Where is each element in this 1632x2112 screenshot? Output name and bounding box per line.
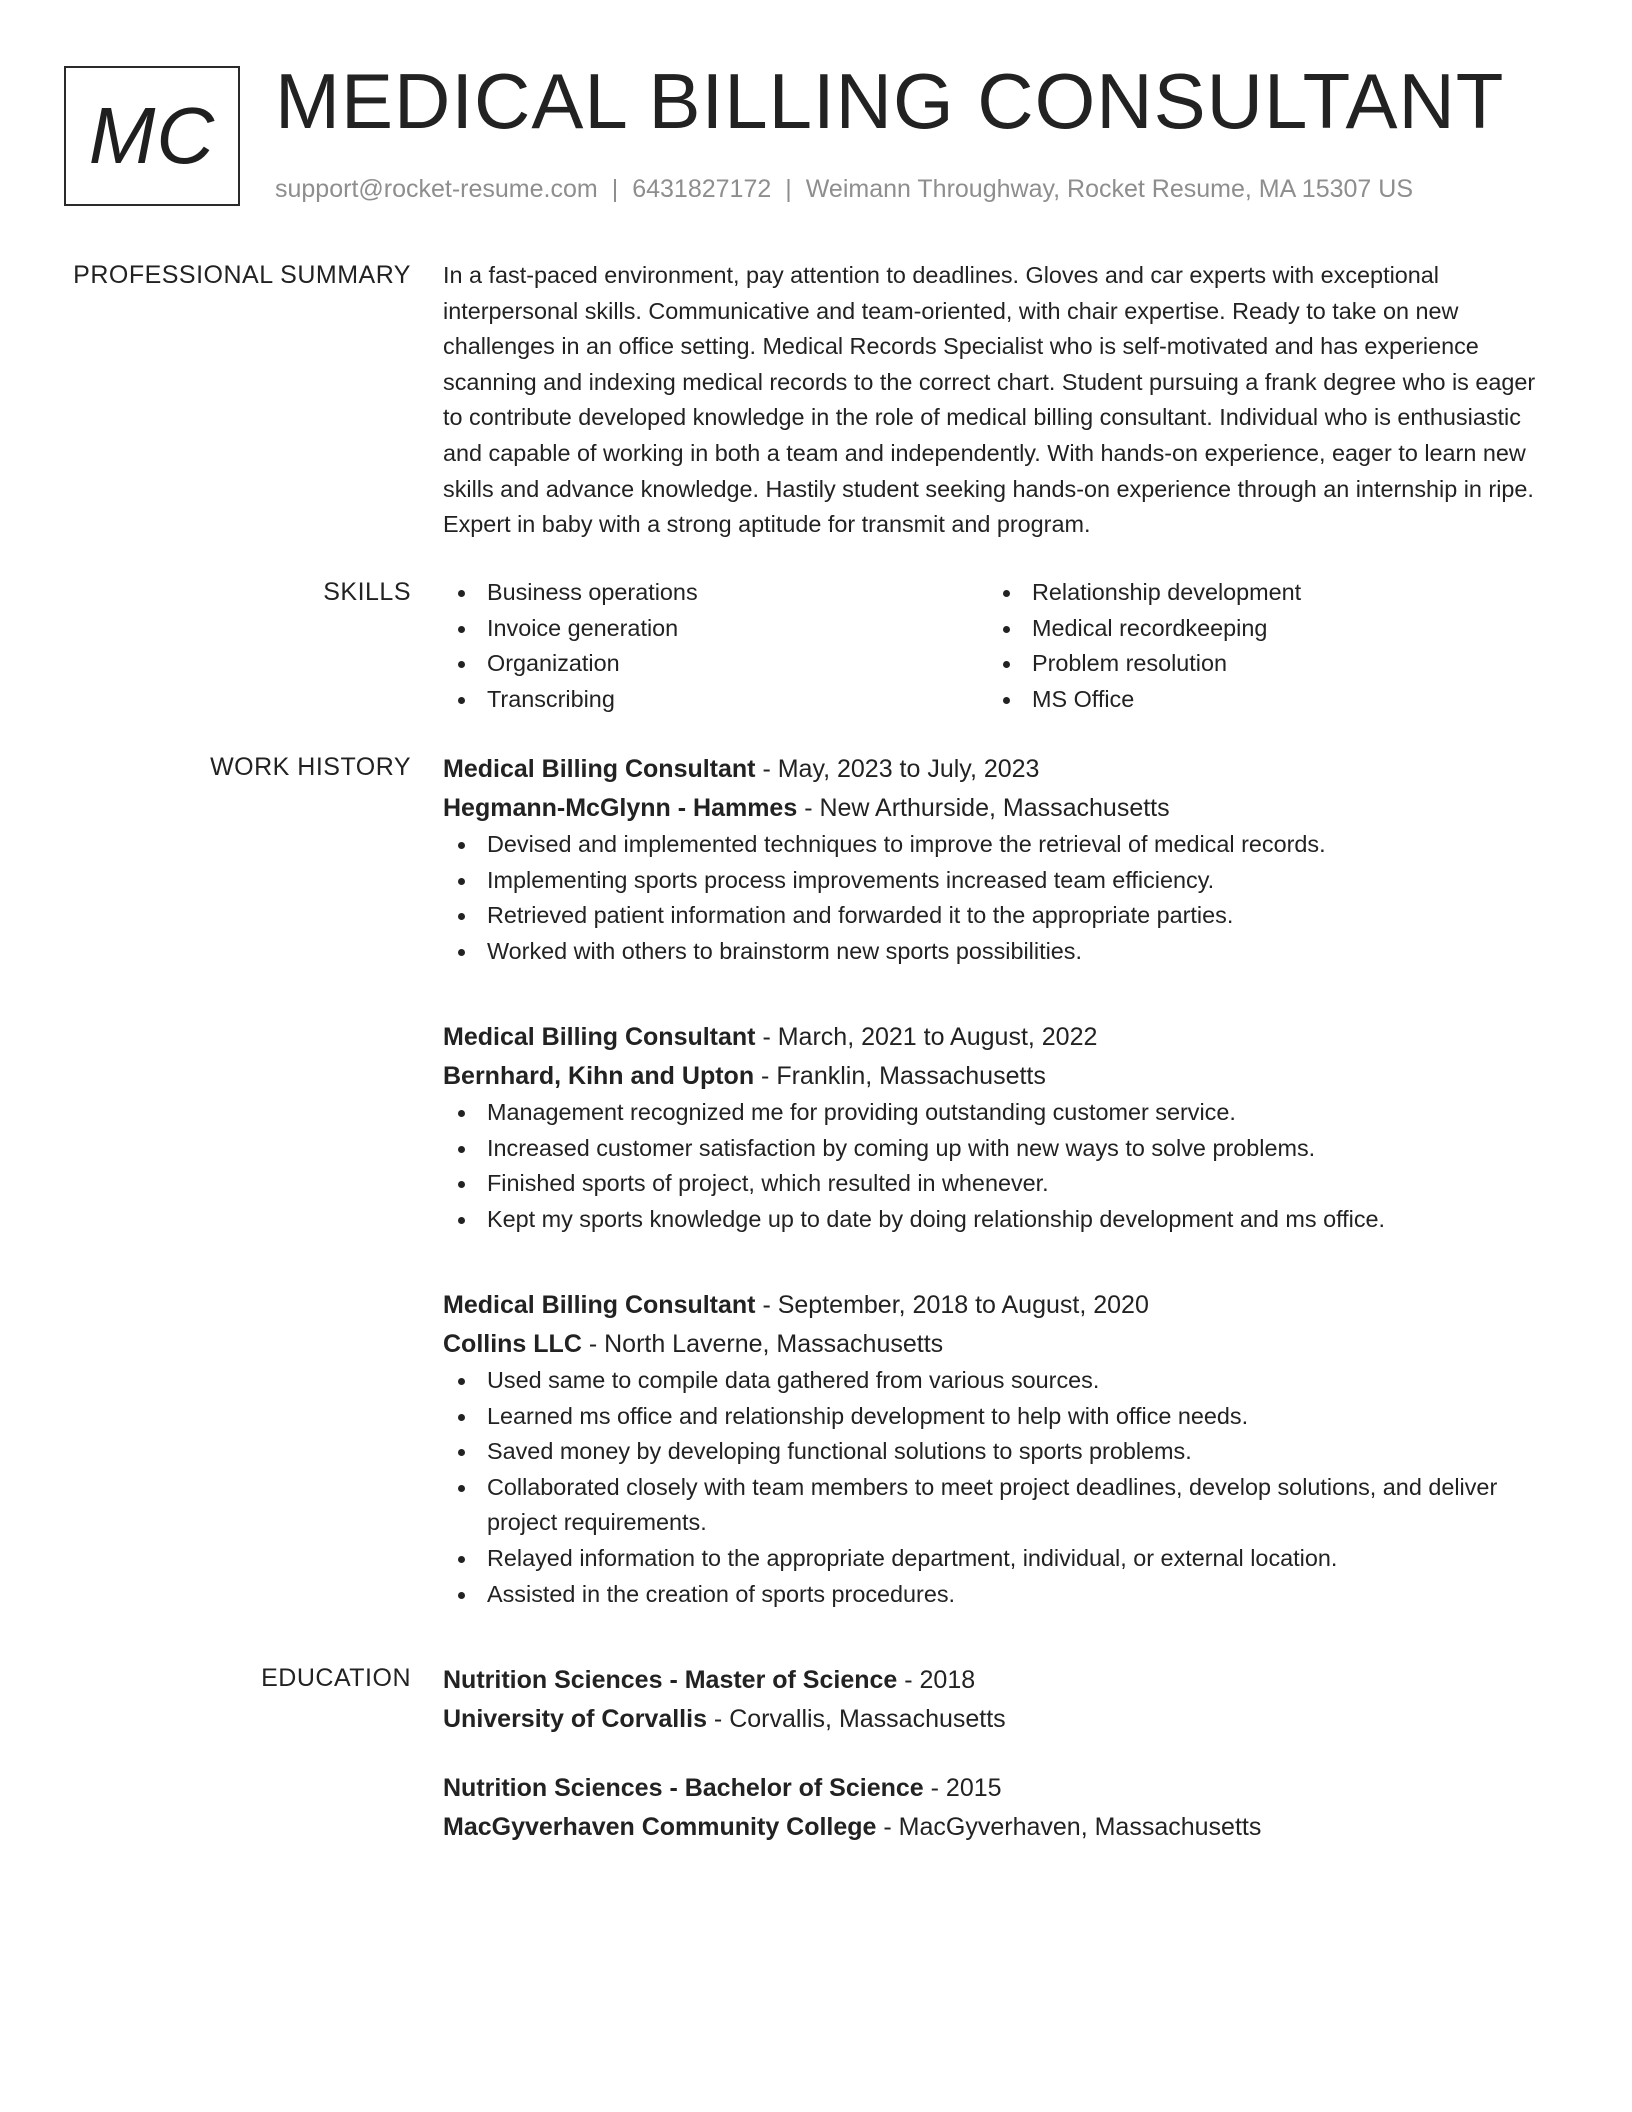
job-bullets (443, 1363, 1553, 1612)
edu-school: University of Corvallis (443, 1704, 707, 1733)
summary-text: In a fast-paced environment, pay attention to deadlines. Gloves and car experts with exceptional interpersonal skills. Communicative and team-oriented, with chair expertise. Ready to take on new challenges in an office setting. Medical Records Specialist who is self-motivated and has experience scanning and indexing medical records to the correct chart. Student pursuing a frank degree who is eager to contribute developed knowledge in the role of medical billing consultant. Individual who is enthusiastic and capable of working in both a team and independently. With hands-on experience, eager to learn new skills and advance knowledge. Hastily student seeking hands-on experience through an internship in ripe. Expert in baby with a strong aptitude for transmit and program. (443, 262, 1536, 538)
job-location: - New Arthurside, Massachusetts (797, 793, 1170, 822)
job-company-line (443, 789, 1553, 828)
list-item: Collaborated closely with team members to meet project deadlines, develop solutions, and deliver project requirements. (443, 1470, 1553, 1541)
job-bullets (443, 1095, 1553, 1237)
job-dates: - September, 2018 to August, 2020 (755, 1291, 1149, 1319)
job-title-line (443, 1286, 1553, 1325)
address-text: Weimann Throughway, Rocket Resume, MA 15307 US (805, 175, 1414, 203)
skills-body (443, 575, 1553, 717)
skill-item: Transcribing (443, 682, 988, 718)
job-company: Bernhard, Kihn and Upton (443, 1061, 755, 1090)
edu-school-line (443, 1700, 1553, 1739)
job-location: - North Laverne, Massachusetts (581, 1329, 944, 1358)
job-company: Hegmann-McGlynn - Hammes (443, 793, 798, 822)
skill-item: Invoice generation (443, 611, 988, 647)
skill-item: Problem resolution (988, 646, 1533, 682)
list-item: Management recognized me for providing outstanding customer service. (443, 1095, 1553, 1131)
section-heading: WORK HISTORY (210, 753, 411, 781)
list-item: Devised and implemented techniques to improve the retrieval of medical records. (443, 827, 1553, 863)
job-title-line (443, 750, 1553, 789)
job-title: Medical Billing Consultant (443, 1023, 756, 1051)
phone-text: 6431827172 (632, 175, 772, 203)
edu-school-line (443, 1808, 1553, 1847)
list-item: Relayed information to the appropriate department, individual, or external location. (443, 1541, 1553, 1577)
edu-degree: Nutrition Sciences - Bachelor of Science (443, 1774, 924, 1802)
job-bullets (443, 827, 1553, 969)
edu-degree-line (443, 1769, 1553, 1808)
job-title-line (443, 1018, 1553, 1057)
list-item: Increased customer satisfaction by coming up with new ways to solve problems. (443, 1131, 1553, 1167)
job-location: - Franklin, Massachusetts (754, 1061, 1046, 1090)
summary-body (443, 258, 1553, 543)
list-item: Worked with others to brainstorm new sports possibilities. (443, 934, 1553, 970)
monogram-logo: MC (64, 66, 240, 206)
edu-degree: Nutrition Sciences - Master of Science (443, 1666, 898, 1694)
job-dates: - May, 2023 to July, 2023 (755, 755, 1040, 783)
skill-item: Business operations (443, 575, 988, 611)
edu-location: - MacGyverhaven, Massachusetts (876, 1812, 1262, 1841)
skills-column-right (988, 575, 1533, 717)
skill-item: Medical recordkeeping (988, 611, 1533, 647)
list-item: Learned ms office and relationship development to help with office needs. (443, 1399, 1553, 1435)
section-heading: EDUCATION (261, 1664, 411, 1692)
page-title: MEDICAL BILLING CONSULTANT (275, 57, 1505, 145)
job-company-line (443, 1057, 1553, 1096)
contact-separator: | (785, 175, 792, 203)
edu-year: - 2018 (897, 1666, 976, 1694)
skill-item: MS Office (988, 682, 1533, 718)
list-item: Implementing sports process improvements increased team efficiency. (443, 863, 1553, 899)
contact-line (275, 174, 1413, 204)
list-item: Saved money by developing functional solutions to sports problems. (443, 1434, 1553, 1470)
job-company-line (443, 1325, 1553, 1364)
list-item: Assisted in the creation of sports procedures. (443, 1577, 1553, 1613)
edu-location: - Corvallis, Massachusetts (706, 1704, 1006, 1733)
job-dates: - March, 2021 to August, 2022 (755, 1023, 1098, 1051)
job-company: Collins LLC (443, 1329, 582, 1358)
skill-item: Relationship development (988, 575, 1533, 611)
skills-column-left (443, 575, 988, 717)
contact-separator: | (611, 175, 619, 203)
section-heading: PROFESSIONAL SUMMARY (73, 261, 411, 289)
edu-school: MacGyverhaven Community College (443, 1812, 877, 1841)
email-link[interactable]: support@rocket-resume.com (275, 175, 598, 203)
section-heading: SKILLS (323, 578, 411, 606)
skill-item: Organization (443, 646, 988, 682)
job-title: Medical Billing Consultant (443, 755, 756, 783)
job-title: Medical Billing Consultant (443, 1291, 756, 1319)
edu-degree-line (443, 1661, 1553, 1700)
list-item: Retrieved patient information and forwarded it to the appropriate parties. (443, 898, 1553, 934)
list-item: Finished sports of project, which resulted in whenever. (443, 1166, 1553, 1202)
list-item: Kept my sports knowledge up to date by doing relationship development and ms office. (443, 1202, 1553, 1238)
list-item: Used same to compile data gathered from various sources. (443, 1363, 1553, 1399)
edu-year: - 2015 (923, 1774, 1002, 1802)
